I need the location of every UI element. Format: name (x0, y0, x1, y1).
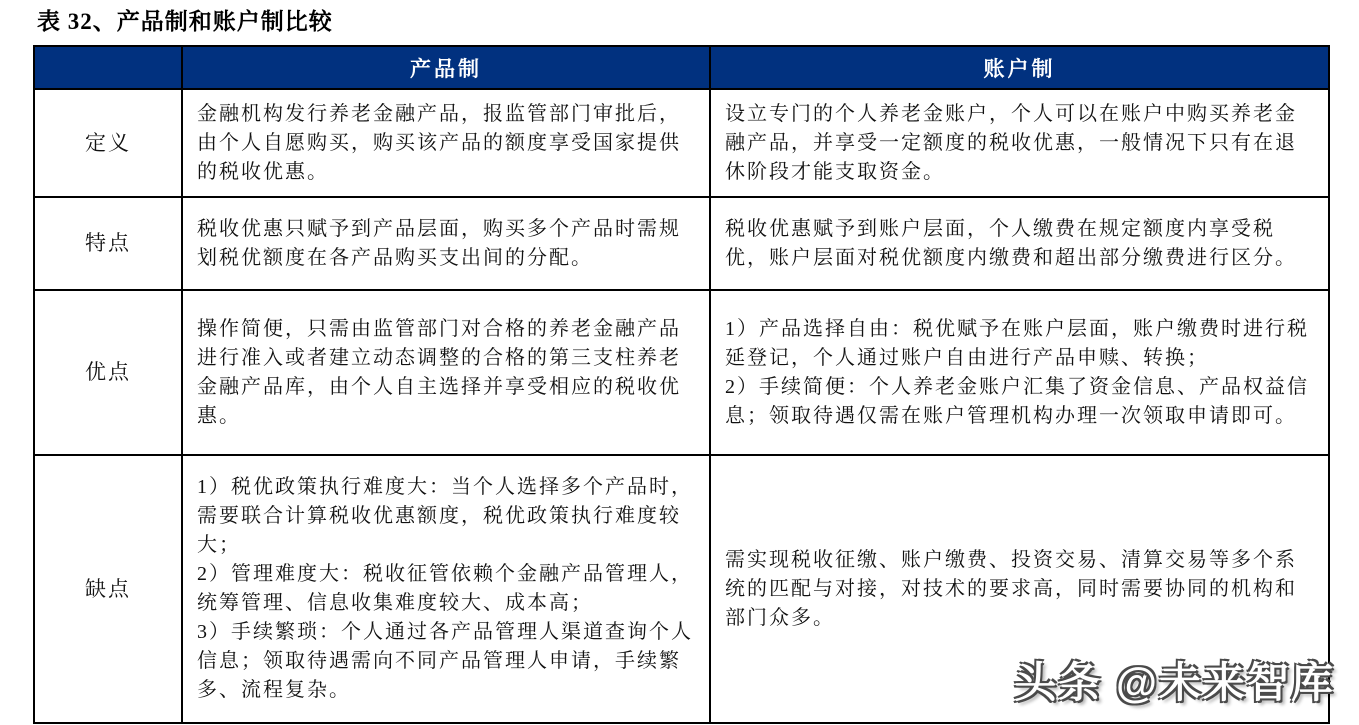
row-label-definition: 定义 (34, 89, 182, 197)
paragraph: 税收优惠赋予到账户层面，个人缴费在规定额度内享受税优，账户层面对税优额度内缴费和超出部分缴费进行区分。 (725, 217, 1297, 269)
advantages-account-cell (710, 290, 1329, 455)
paragraph: 设立专门的个人养老金账户，个人可以在账户中购买养老金融产品，并享受一定额度的税收优惠，一般情况下只有在退休阶段才能支取资金。 (725, 102, 1297, 183)
paragraph: 税收优惠只赋予到产品层面，购买多个产品时需规划税优额度在各产品购买支出间的分配。 (197, 217, 681, 269)
features-product-cell (182, 197, 710, 290)
paragraph: 操作简便，只需由监管部门对合格的养老金融产品进行准入或者建立动态调整的合格的第三支柱养老金融产品库，由个人自主选择并享受相应的税收优惠。 (197, 317, 681, 427)
header-account: 账户制 (710, 46, 1329, 89)
paragraph: 1）税优政策执行难度大：当个人选择多个产品时，需要联合计算税收优惠额度，税优政策执行难度较大； (197, 476, 693, 556)
row-label-advantages: 优点 (34, 290, 182, 455)
row-label-features: 特点 (34, 197, 182, 290)
table-row-features (34, 197, 1329, 290)
header-product: 产品制 (182, 46, 710, 89)
toutiao-watermark: 头条 @未来智库 (1014, 659, 1335, 706)
features-account-cell (710, 197, 1329, 290)
paragraph: 需实现税收征缴、账户缴费、投资交易、清算交易等多个系统的匹配与对接，对技术的要求高，同时需要协同的机构和部门众多。 (725, 548, 1297, 629)
definition-product-cell (182, 89, 710, 197)
paragraph: 1）产品选择自由：税优赋予在账户层面，账户缴费时进行税延登记，个人通过账户自由进行产品申赎、转换； (725, 317, 1309, 369)
comparison-table (33, 45, 1330, 724)
advantages-product-cell (182, 290, 710, 455)
table-title: 表 32、产品制和账户制比较 (37, 9, 333, 34)
table-row-definition (34, 89, 1329, 197)
paragraph: 金融机构发行养老金融产品，报监管部门审批后，由个人自愿购买，购买该产品的额度享受国家提供的税收优惠。 (197, 102, 681, 183)
paragraph: 2）管理难度大：税收征管依赖个金融产品管理人，统筹管理、信息收集难度较大、成本高； (197, 563, 693, 614)
table-row-advantages (34, 290, 1329, 455)
definition-account-cell (710, 89, 1329, 197)
paragraph: 2）手续简便：个人养老金账户汇集了资金信息、产品权益信息；领取待遇仅需在账户管理机构办理一次领取申请即可。 (725, 375, 1309, 427)
row-label-disadvantages: 缺点 (34, 455, 182, 723)
header-blank-cell (34, 46, 182, 89)
header-row (34, 46, 1329, 89)
disadvantages-product-cell (182, 455, 710, 723)
paragraph: 3）手续繁琐：个人通过各产品管理人渠道查询个人信息；领取待遇需向不同产品管理人申请，手续繁多、流程复杂。 (197, 621, 693, 701)
